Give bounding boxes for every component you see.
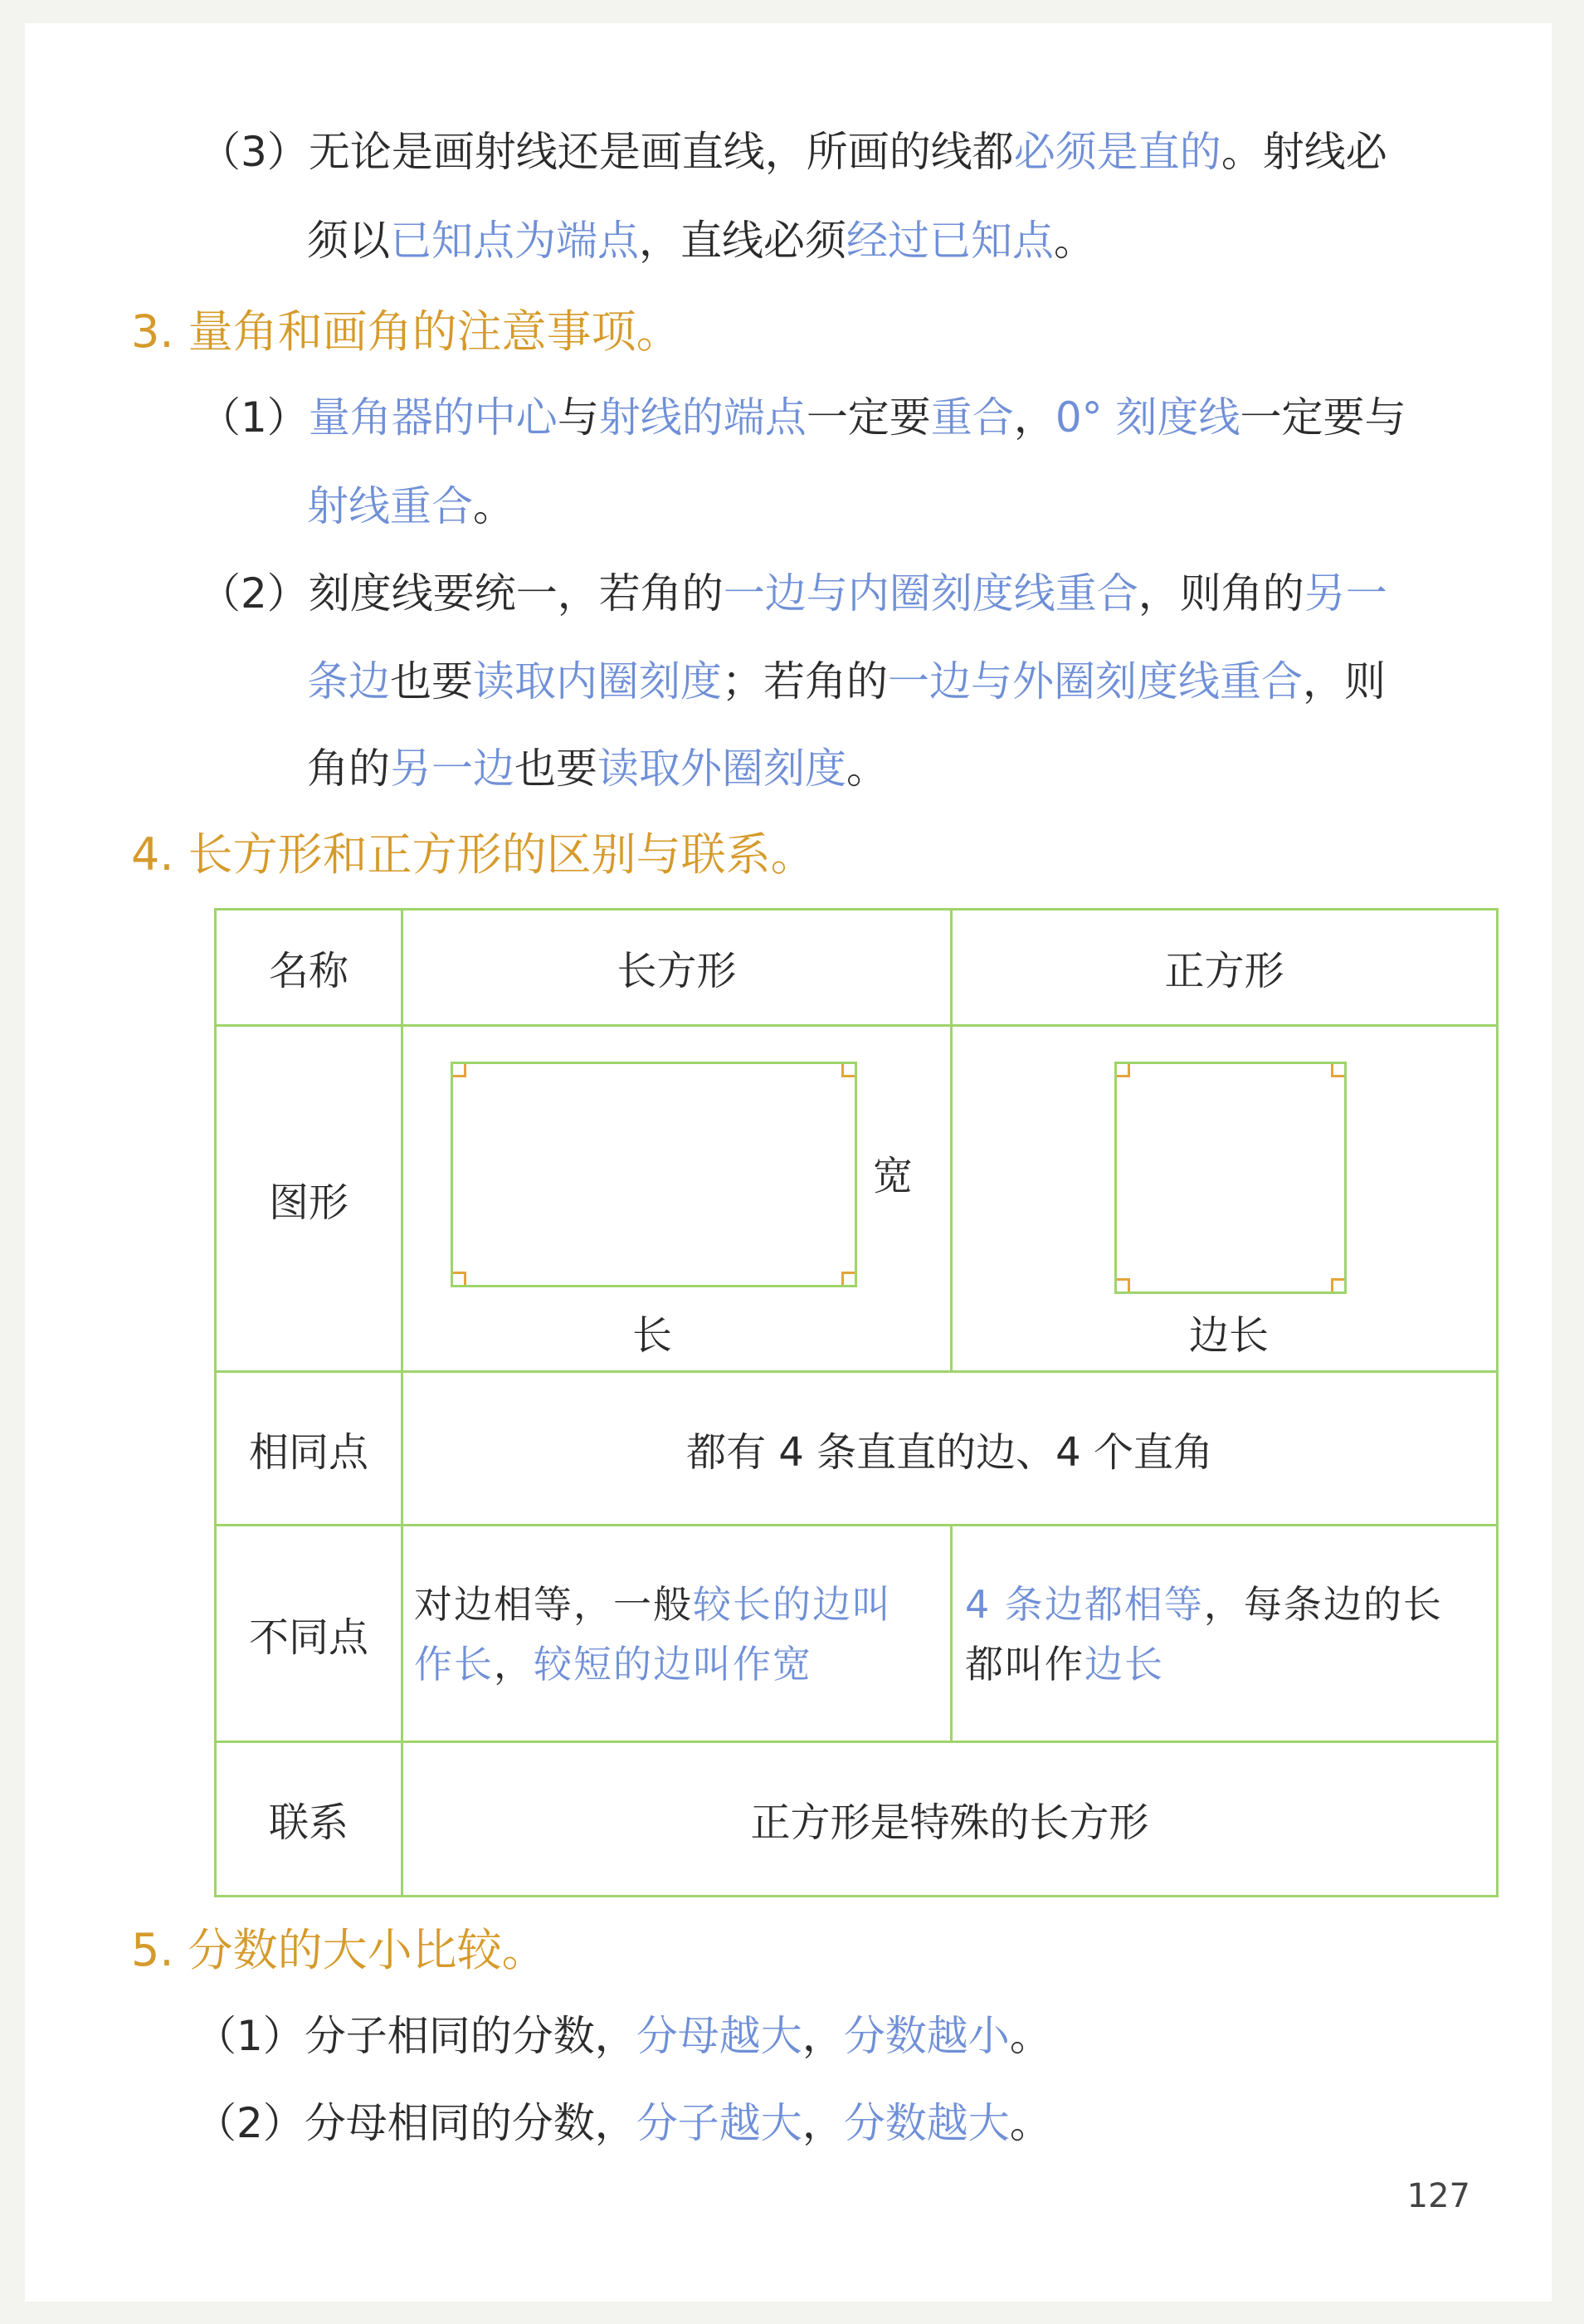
- text: 对边相等，一般: [414, 1582, 693, 1627]
- item3-line1: [199, 128, 1387, 176]
- item3-text: 。射线必: [1221, 128, 1387, 176]
- item3-text: 须以: [307, 217, 390, 265]
- square-figure: [1114, 1062, 1347, 1294]
- highlight: 较长的边叫: [693, 1582, 892, 1627]
- section-heading-3: 3. 量角和画角的注意事项。: [131, 305, 681, 358]
- highlight: 另一: [1304, 569, 1387, 618]
- text: ，: [494, 1642, 534, 1687]
- item3-highlight: 必须是直的: [1013, 128, 1221, 176]
- diff-rectangle-text: [414, 1575, 945, 1694]
- section-heading-4: 4. 长方形和正方形的区别与联系。: [131, 828, 816, 881]
- item3-number: （3）: [199, 128, 309, 176]
- text: 。: [473, 482, 514, 530]
- highlight: 量角器的中心: [308, 393, 558, 442]
- text: 一定要与: [1240, 393, 1406, 442]
- highlight: 0° 刻度线: [1055, 393, 1240, 442]
- text: 与: [557, 393, 599, 442]
- highlight: 射线重合: [307, 482, 473, 530]
- highlight: 分数越小: [843, 2012, 1010, 2060]
- s3-2-number: （2）: [199, 569, 309, 618]
- text: 都叫作: [965, 1642, 1084, 1687]
- highlight: 分数越大: [843, 2099, 1010, 2147]
- highlight: 较短的边叫作宽: [534, 1642, 812, 1687]
- s5-2-number: （2）: [195, 2099, 305, 2147]
- highlight: 分母越大: [636, 2012, 802, 2060]
- table-divider: [217, 1024, 1496, 1027]
- textbook-page: [25, 23, 1552, 2302]
- text: ，每条边的长: [1203, 1582, 1443, 1627]
- text: ，: [802, 2099, 844, 2147]
- link-text: 正方形是特殊的长方形: [750, 1799, 1149, 1846]
- text: 。: [1009, 2012, 1051, 2060]
- text: 一定要: [806, 393, 931, 442]
- text: ；若角的: [722, 657, 888, 706]
- header-rectangle: 长方形: [617, 948, 737, 994]
- item3-highlight: 经过已知点: [846, 217, 1054, 265]
- row-label-shape: 图形: [268, 1179, 348, 1226]
- item3-highlight: 已知点为端点: [390, 217, 639, 265]
- right-angle-mark: [841, 1272, 855, 1285]
- text: 刻度线要统一，若角的: [308, 569, 724, 618]
- s5-2-line: [195, 2099, 1051, 2147]
- s3-1-number: （1）: [199, 393, 309, 442]
- diff-square-text: [965, 1575, 1488, 1694]
- right-angle-mark: [1117, 1064, 1130, 1077]
- right-angle-mark: [1331, 1278, 1344, 1291]
- row-label-diff: 不同点: [248, 1614, 368, 1661]
- text: 。: [1009, 2099, 1051, 2147]
- s3-2-line1: [199, 569, 1387, 618]
- highlight: 作长: [414, 1642, 494, 1687]
- highlight: 一边与内圈刻度线重合: [723, 569, 1138, 618]
- square-side-label: 边长: [1188, 1311, 1269, 1359]
- highlight: 重合: [930, 393, 1014, 442]
- rectangle-figure: [451, 1062, 857, 1287]
- row-label-same: 相同点: [248, 1428, 368, 1476]
- highlight: 条边: [307, 657, 390, 706]
- s3-1-line1: [199, 393, 1406, 442]
- table-divider: [950, 1524, 953, 1743]
- text: 也要: [390, 657, 473, 706]
- s3-2-line3: [307, 745, 888, 793]
- highlight: 分子越大: [636, 2099, 802, 2147]
- same-text: 都有 4 条直直的边、4 个直角: [686, 1428, 1213, 1476]
- table-divider: [217, 1524, 1496, 1526]
- right-angle-mark: [1117, 1278, 1130, 1291]
- header-name: 名称: [268, 948, 348, 994]
- right-angle-mark: [453, 1272, 466, 1285]
- rectangle-width-label: 宽: [872, 1152, 913, 1199]
- section-heading-5: 5. 分数的大小比较。: [131, 1924, 547, 1976]
- item3-text: 无论是画射线还是画直线，所画的线都: [308, 128, 1014, 176]
- text: 角的: [307, 745, 390, 793]
- right-angle-mark: [1331, 1064, 1344, 1077]
- text: ，则角的: [1138, 569, 1304, 618]
- highlight: 4 条边都相等: [965, 1582, 1204, 1627]
- text: 分母相同的分数，: [304, 2099, 636, 2147]
- highlight: 一边与外圈刻度线重合: [888, 657, 1303, 706]
- s3-2-line2: [307, 657, 1386, 706]
- s5-1-number: （1）: [195, 2012, 305, 2060]
- row-label-link: 联系: [268, 1799, 348, 1846]
- text: ，: [1013, 393, 1055, 442]
- highlight: 边长: [1084, 1642, 1164, 1687]
- highlight: 读取外圈刻度: [597, 745, 846, 793]
- highlight: 读取内圈刻度: [473, 657, 722, 706]
- text: 也要: [514, 745, 597, 793]
- item3-line2: [307, 217, 1095, 265]
- highlight: 射线的端点: [598, 393, 807, 442]
- s3-1-line2: [307, 482, 514, 530]
- page-number: 127: [1406, 2177, 1470, 2215]
- s5-1-line: [195, 2012, 1051, 2060]
- right-angle-mark: [453, 1064, 466, 1077]
- rectangle-length-label: 长: [631, 1311, 672, 1359]
- text: ，则: [1303, 657, 1386, 706]
- text: 分子相同的分数，: [304, 2012, 636, 2060]
- header-square: 正方形: [1164, 948, 1284, 994]
- highlight: 另一边: [390, 745, 514, 793]
- item3-text: 。: [1054, 217, 1095, 265]
- item3-text: ，直线必须: [639, 217, 846, 265]
- text: ，: [802, 2012, 844, 2060]
- comparison-table: [214, 908, 1499, 1897]
- text: 。: [846, 745, 888, 793]
- right-angle-mark: [841, 1064, 855, 1077]
